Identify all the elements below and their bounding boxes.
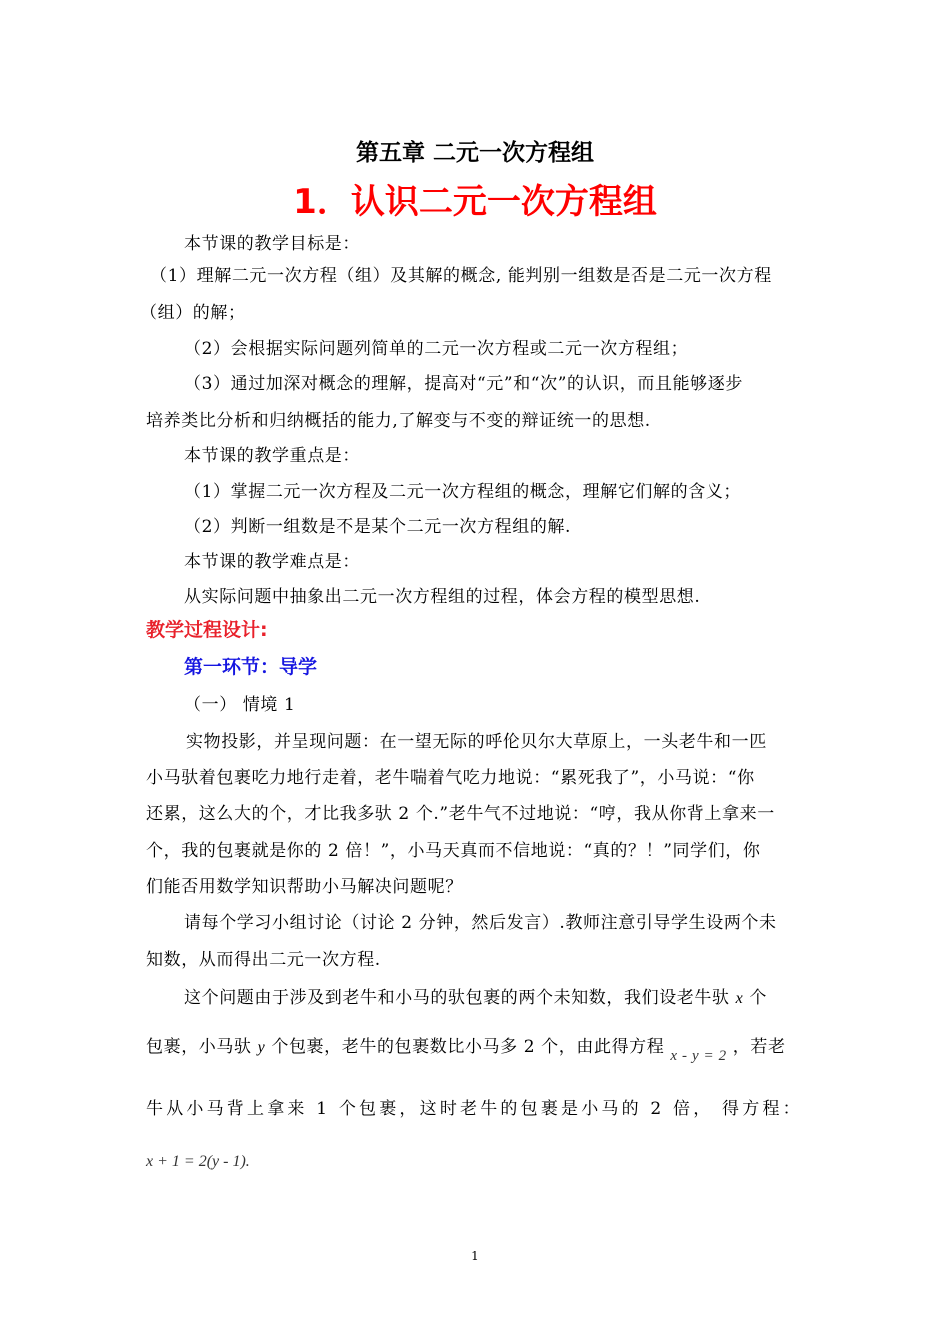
variable-x: x [735,990,744,1007]
difficulties-heading: 本节课的教学难点是： [184,552,360,572]
process-heading: 教学过程设计: [146,619,268,641]
page-number: 1 [471,1249,479,1263]
story-line-3: 还累，这么大的个，才比我多驮 2 个.”老牛气不过地说：“哼，我从你背上拿来一 [146,804,775,824]
objective-3-line-1: （3）通过加深对概念的理解，提高对“元”和“次”的认识，而且能够逐步 [184,374,743,394]
discussion-line-1: 请每个学习小组讨论（讨论 2 分钟，然后发言）.教师注意引导学生设两个未 [184,913,777,933]
story-line-5: 们能否用数学知识帮助小马解决问题呢？ [146,877,463,897]
key-point-2: （2）判断一组数是不是某个二元一次方程组的解. [184,517,572,537]
analysis-line-2-mid: 个包裹，老牛的包裹数比小马多 2 个，由此得方程 [271,1037,665,1057]
difficulties-text: 从实际问题中抽象出二元一次方程组的过程，体会方程的模型思想. [184,587,701,607]
analysis-line-1-tail: 个 [749,988,767,1008]
objectives-heading: 本节课的教学目标是： [184,234,360,254]
situation-label: （一） 情境 1 [184,695,296,715]
key-point-1: （1）掌握二元一次方程及二元一次方程组的概念，理解它们解的含义； [184,482,742,502]
analysis-line-3: 牛从小马背上拿来 1 个包裹，这时老牛的包裹是小马的 2 倍， 得方程： [146,1099,803,1119]
equation-2: x + 1 = 2(y - 1). [146,1153,250,1170]
objective-2: （2）会根据实际问题列简单的二元一次方程或二元一次方程组； [184,339,689,359]
analysis-line-2-tail: ，若老 [732,1037,786,1057]
story-line-2: 小马驮着包裹吃力地行走着，老牛喘着气吃力地说：“累死我了”，小马说：“你 [146,768,755,788]
key-points-heading: 本节课的教学重点是： [184,446,360,466]
variable-y: y [257,1039,266,1056]
equation-1: x - y = 2 [670,1048,727,1064]
analysis-line-2-text: 包裹，小马驮 [146,1037,252,1057]
objective-3-line-2: 培养类比分析和归纳概括的能力,了解变与不变的辩证统一的思想. [146,411,651,431]
lesson-title: 1．认识二元一次方程组 [293,182,657,222]
chapter-title: 第五章 二元一次方程组 [355,140,594,166]
section-1-heading: 第一环节：导学 [184,656,318,678]
objective-1-line-2: （组）的解； [140,303,246,323]
discussion-line-2: 知数，从而得出二元一次方程. [146,950,381,970]
analysis-line-2 [146,1032,786,1064]
story-line-1: 实物投影，并呈现问题：在一望无际的呼伦贝尔大草原上，一头老牛和一匹 [186,732,767,752]
analysis-line-1 [184,983,767,1008]
objective-1-line-1: （1）理解二元一次方程（组）及其解的概念, 能判别一组数是否是二元一次方程 [150,266,772,286]
analysis-line-1-text: 这个问题由于涉及到老牛和小马的驮包裹的两个未知数，我们设老牛驮 [184,988,730,1008]
story-line-4: 个，我的包裹就是你的 2 倍！”，小马天真而不信地说：“真的？！”同学们，你 [146,841,761,861]
